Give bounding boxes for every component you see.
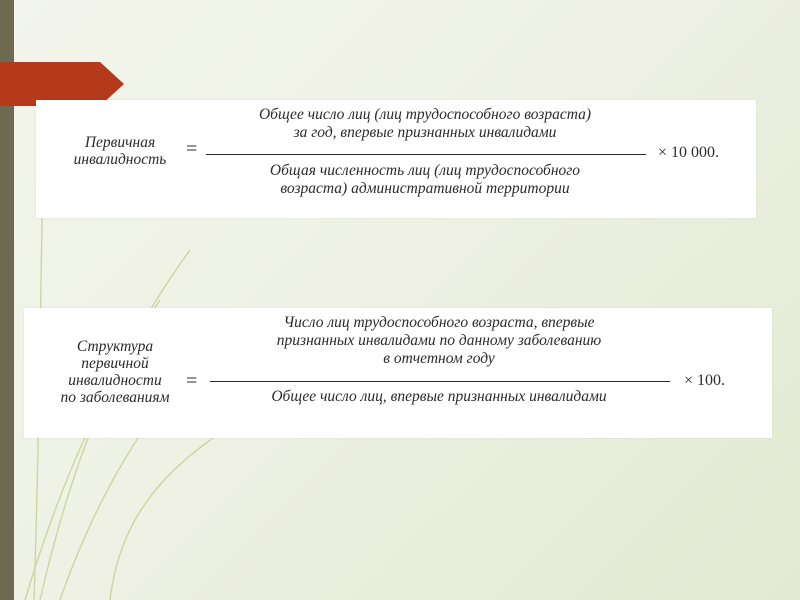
lhs-line: Структура (76, 338, 154, 355)
formula-denominator (200, 162, 650, 198)
fraction-line (206, 154, 646, 155)
fraction-line (210, 381, 670, 382)
formula-numerator (200, 106, 650, 142)
equals-sign: = (186, 370, 198, 392)
lhs-line: инвалидность (73, 151, 167, 168)
formula-lhs (50, 134, 190, 168)
denominator-line: возраста) административной территории (280, 180, 570, 197)
formula-disability-structure (24, 308, 772, 438)
formula-numerator (204, 314, 674, 368)
lhs-line: первичной (81, 355, 149, 372)
denominator-line: Общее число лиц, впервые признанных инвалидами (271, 388, 607, 405)
numerator-line: Общее число лиц (лиц трудоспособного возраста) (258, 106, 592, 123)
lhs-line: Первичная (84, 134, 156, 151)
equals-sign: = (186, 138, 198, 160)
formula-denominator (204, 388, 674, 406)
numerator-line: в отчетном году (383, 350, 495, 367)
formula-panel-disability-structure (24, 308, 772, 438)
numerator-line: за год, впервые признанных инвалидами (293, 124, 557, 141)
formula-multiplier: × 10 000. (658, 144, 720, 161)
denominator-line: Общая численность лиц (лиц трудоспособного (269, 162, 581, 179)
lhs-line: по заболеваниям (60, 389, 170, 406)
numerator-line: Число лиц трудоспособного возраста, впервые (283, 314, 595, 331)
numerator-line: признанных инвалидами по данному заболеванию (276, 332, 602, 349)
formula-lhs (40, 338, 190, 406)
formula-primary-disability (36, 100, 756, 218)
formula-multiplier: × 100. (684, 372, 726, 389)
lhs-line: инвалидности (68, 372, 162, 389)
formula-panel-primary-disability (36, 100, 756, 218)
